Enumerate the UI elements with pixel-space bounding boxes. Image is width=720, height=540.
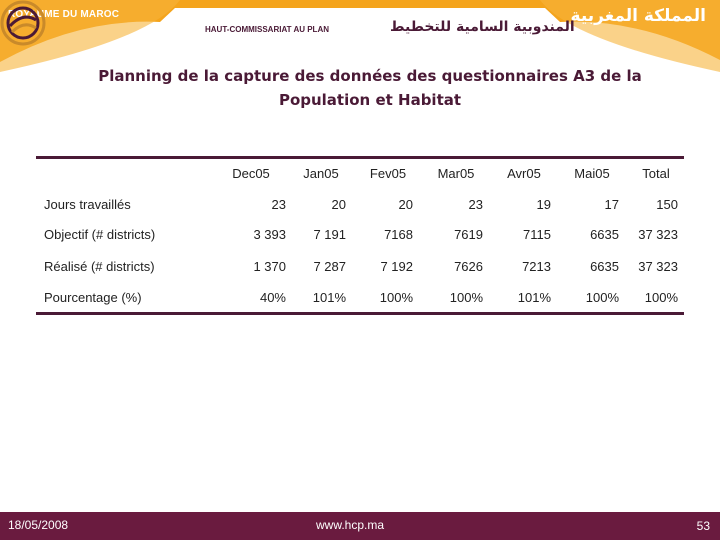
table-cell: 37 323	[638, 227, 678, 242]
column-header: Jan05	[303, 166, 339, 181]
column-header: Avr05	[507, 166, 541, 181]
table-cell: 7 191	[313, 227, 346, 242]
table-cell: 20	[398, 197, 413, 212]
hcp-logo-icon	[0, 0, 46, 46]
column-header: Total	[642, 166, 670, 181]
page-number: 53	[696, 519, 710, 533]
table-cell: 101%	[312, 290, 346, 305]
footer-url-link[interactable]: www.hcp.ma	[316, 518, 385, 532]
table-cell: 23	[468, 197, 483, 212]
table-cell: 100%	[644, 290, 678, 305]
table-cell: 40%	[259, 290, 286, 305]
column-header: Dec05	[232, 166, 270, 181]
table-cell: 20	[331, 197, 346, 212]
row-label: Objectif (# districts)	[44, 227, 156, 242]
table-cell: 7213	[522, 259, 551, 274]
top-banner	[0, 0, 720, 72]
page-title: Planning de la capture des données des questionnaires A3 de la Population et Habitat	[98, 67, 642, 109]
table-cell: 100%	[449, 290, 483, 305]
table-cell: 7626	[454, 259, 483, 274]
table-cell: 101%	[517, 290, 551, 305]
table-cell: 37 323	[638, 259, 678, 274]
table-cell: 100%	[585, 290, 619, 305]
table-cell: 6635	[590, 259, 619, 274]
table-cell: 3 393	[253, 227, 286, 242]
column-header: Mai05	[574, 166, 610, 181]
table-cell: 6635	[590, 227, 619, 242]
table-cell: 23	[271, 197, 286, 212]
hcp-latin-name: HAUT-COMMISSARIAT AU PLAN	[205, 25, 329, 34]
table-cell: 7619	[454, 227, 483, 242]
kingdom-arabic-label: المملكة المغربية	[570, 6, 706, 26]
table-cell: 150	[656, 197, 678, 212]
column-header: Mar05	[437, 166, 475, 181]
table-cell: 17	[604, 197, 619, 212]
data-table	[36, 156, 684, 315]
row-label: Pourcentage (%)	[44, 290, 142, 305]
footer-bar	[0, 512, 720, 540]
table-cell: 7115	[523, 227, 551, 242]
table-cell: 100%	[379, 290, 413, 305]
table-cell: 7 287	[313, 259, 346, 274]
kingdom-label: ROYAUME DU MAROC	[8, 9, 120, 20]
row-label: Jours travaillés	[44, 197, 131, 212]
table-cell: 7 192	[380, 259, 413, 274]
column-header: Fev05	[369, 166, 407, 181]
table-cell: 19	[536, 197, 551, 212]
hcp-arabic-name: المندوبية السامية للتخطيط	[390, 19, 575, 35]
table-cell: 1 370	[253, 259, 286, 274]
row-label: Réalisé (# districts)	[44, 259, 155, 274]
footer-date: 18/05/2008	[8, 518, 69, 532]
table-cell: 7168	[384, 227, 413, 242]
